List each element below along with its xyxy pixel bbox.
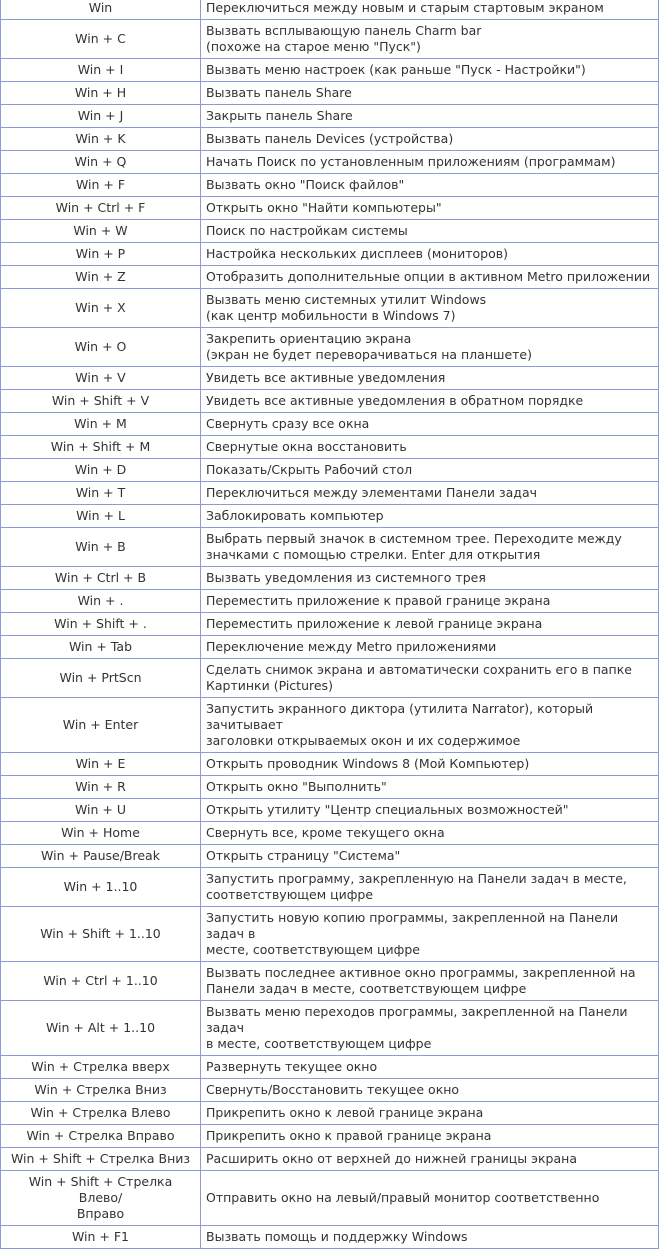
table-row	[1, 174, 659, 197]
table-row	[1, 1148, 659, 1171]
table-row	[1, 590, 659, 613]
shortcut-keys: Win + Z	[1, 266, 201, 289]
shortcut-description: Вызвать окно "Поиск файлов"	[201, 174, 659, 197]
table-row	[1, 567, 659, 590]
shortcut-keys: Win + PrtScn	[1, 659, 201, 698]
shortcut-keys: Win + I	[1, 59, 201, 82]
shortcut-keys: Win + C	[1, 20, 201, 59]
shortcut-description: Настройка нескольких дисплеев (мониторов)	[201, 243, 659, 266]
shortcut-keys: Win + Shift + M	[1, 436, 201, 459]
shortcut-description: Свернуть все, кроме текущего окна	[201, 822, 659, 845]
table-row	[1, 1171, 659, 1226]
shortcut-keys: Win + L	[1, 505, 201, 528]
shortcut-keys: Win + X	[1, 289, 201, 328]
table-row	[1, 436, 659, 459]
shortcut-keys: Win + J	[1, 105, 201, 128]
table-row	[1, 328, 659, 367]
shortcut-description: Вызвать уведомления из системного трея	[201, 567, 659, 590]
shortcut-keys: Win + O	[1, 328, 201, 367]
table-row	[1, 845, 659, 868]
shortcut-keys: Win + 1..10	[1, 868, 201, 907]
shortcut-keys: Win + Shift + V	[1, 390, 201, 413]
shortcut-description: Сделать снимок экрана и автоматически сохранить его в папке Картинки (Pictures)	[201, 659, 659, 698]
shortcut-description: Увидеть все активные уведомления	[201, 367, 659, 390]
shortcut-description: Открыть утилиту "Центр специальных возможностей"	[201, 799, 659, 822]
shortcut-description: Вызвать последнее активное окно программы, закрепленной на Панели задач в месте, соответствующем цифре	[201, 962, 659, 1001]
shortcut-description: Свернутые окна восстановить	[201, 436, 659, 459]
shortcut-keys: Win + W	[1, 220, 201, 243]
shortcut-description: Переместить приложение к правой границе экрана	[201, 590, 659, 613]
table-row	[1, 613, 659, 636]
shortcut-description: Вызвать помощь и поддержку Windows	[201, 1226, 659, 1249]
shortcut-description: Увидеть все активные уведомления в обратном порядке	[201, 390, 659, 413]
table-row	[1, 962, 659, 1001]
table-row	[1, 243, 659, 266]
shortcut-description: Вызвать панель Share	[201, 82, 659, 105]
table-row	[1, 482, 659, 505]
shortcut-description: Развернуть текущее окно	[201, 1056, 659, 1079]
table-row	[1, 505, 659, 528]
shortcut-description: Вызвать меню системных утилит Windows (как центр мобильности в Windows 7)	[201, 289, 659, 328]
shortcut-keys: Win	[1, 0, 201, 20]
shortcut-keys: Win + Стрелка Вниз	[1, 1079, 201, 1102]
shortcut-description: Вызвать меню переходов программы, закрепленной на Панели задач в месте, соответствующем цифре	[201, 1001, 659, 1056]
shortcut-description: Поиск по настройкам системы	[201, 220, 659, 243]
shortcut-keys: Win + R	[1, 776, 201, 799]
shortcut-description: Прикрепить окно к правой границе экрана	[201, 1125, 659, 1148]
table-row	[1, 659, 659, 698]
table-row	[1, 20, 659, 59]
shortcut-description: Вызвать всплывающую панель Charm bar (похоже на старое меню "Пуск")	[201, 20, 659, 59]
shortcut-keys: Win + Ctrl + F	[1, 197, 201, 220]
table-row	[1, 753, 659, 776]
table-row	[1, 0, 659, 20]
shortcut-keys: Win + Стрелка Вправо	[1, 1125, 201, 1148]
shortcut-keys: Win + Стрелка вверх	[1, 1056, 201, 1079]
shortcut-description: Прикрепить окно к левой границе экрана	[201, 1102, 659, 1125]
shortcut-keys: Win + P	[1, 243, 201, 266]
shortcut-keys: Win + E	[1, 753, 201, 776]
shortcut-keys: Win + D	[1, 459, 201, 482]
shortcuts-table-body	[1, 0, 659, 1249]
shortcut-keys: Win + U	[1, 799, 201, 822]
table-row	[1, 82, 659, 105]
table-row	[1, 1001, 659, 1056]
table-row	[1, 220, 659, 243]
table-row	[1, 1102, 659, 1125]
shortcut-description: Выбрать первый значок в системном трее. Переходите между значками с помощью стрелки. Enter для открытия	[201, 528, 659, 567]
shortcut-description: Заблокировать компьютер	[201, 505, 659, 528]
table-row	[1, 636, 659, 659]
table-row	[1, 413, 659, 436]
shortcut-keys: Win + M	[1, 413, 201, 436]
shortcut-keys: Win + H	[1, 82, 201, 105]
table-row	[1, 151, 659, 174]
shortcut-keys: Win + .	[1, 590, 201, 613]
shortcut-description: Отправить окно на левый/правый монитор соответственно	[201, 1171, 659, 1226]
shortcut-description: Открыть окно "Выполнить"	[201, 776, 659, 799]
shortcut-keys: Win + Shift + 1..10	[1, 907, 201, 962]
table-row	[1, 776, 659, 799]
table-row	[1, 367, 659, 390]
table-row	[1, 266, 659, 289]
shortcut-description: Открыть страницу "Система"	[201, 845, 659, 868]
table-row	[1, 1226, 659, 1249]
shortcut-description: Свернуть сразу все окна	[201, 413, 659, 436]
shortcut-keys: Win + Alt + 1..10	[1, 1001, 201, 1056]
shortcut-description: Запустить экранного диктора (утилита Narrator), который зачитывает заголовки открываемых окон и их содержимое	[201, 698, 659, 753]
shortcut-description: Открыть окно "Найти компьютеры"	[201, 197, 659, 220]
table-row	[1, 822, 659, 845]
table-row	[1, 698, 659, 753]
table-row	[1, 59, 659, 82]
shortcut-description: Переместить приложение к левой границе экрана	[201, 613, 659, 636]
table-row	[1, 289, 659, 328]
shortcut-description: Переключение между Metro приложениями	[201, 636, 659, 659]
shortcut-description: Закрепить ориентацию экрана (экран не будет переворачиваться на планшете)	[201, 328, 659, 367]
shortcut-description: Переключиться между элементами Панели задач	[201, 482, 659, 505]
table-row	[1, 1079, 659, 1102]
shortcut-keys: Win + F	[1, 174, 201, 197]
shortcut-keys: Win + B	[1, 528, 201, 567]
shortcut-keys: Win + T	[1, 482, 201, 505]
table-row	[1, 128, 659, 151]
shortcut-keys: Win + Enter	[1, 698, 201, 753]
shortcut-keys: Win + Shift + .	[1, 613, 201, 636]
table-row	[1, 868, 659, 907]
shortcut-keys: Win + Shift + Стрелка Вниз	[1, 1148, 201, 1171]
shortcut-keys: Win + V	[1, 367, 201, 390]
table-row	[1, 197, 659, 220]
shortcut-keys: Win + Home	[1, 822, 201, 845]
table-row	[1, 459, 659, 482]
shortcut-keys: Win + K	[1, 128, 201, 151]
shortcut-description: Расширить окно от верхней до нижней границы экрана	[201, 1148, 659, 1171]
shortcut-description: Вызвать панель Devices (устройства)	[201, 128, 659, 151]
shortcut-keys: Win + Q	[1, 151, 201, 174]
table-row	[1, 390, 659, 413]
shortcut-keys: Win + F1	[1, 1226, 201, 1249]
shortcut-description: Запустить программу, закрепленную на Панели задач в месте, соответствующем цифре	[201, 868, 659, 907]
table-row	[1, 1056, 659, 1079]
shortcut-keys: Win + Ctrl + B	[1, 567, 201, 590]
table-row	[1, 907, 659, 962]
shortcut-description: Свернуть/Восстановить текущее окно	[201, 1079, 659, 1102]
shortcut-keys: Win + Pause/Break	[1, 845, 201, 868]
shortcut-description: Отобразить дополнительные опции в активном Metro приложении	[201, 266, 659, 289]
shortcut-keys: Win + Ctrl + 1..10	[1, 962, 201, 1001]
shortcut-keys: Win + Tab	[1, 636, 201, 659]
table-row	[1, 799, 659, 822]
table-row	[1, 528, 659, 567]
table-row	[1, 105, 659, 128]
shortcut-description: Переключиться между новым и старым стартовым экраном	[201, 0, 659, 20]
shortcut-description: Показать/Скрыть Рабочий стол	[201, 459, 659, 482]
shortcut-description: Начать Поиск по установленным приложениям (программам)	[201, 151, 659, 174]
shortcut-description: Запустить новую копию программы, закрепленной на Панели задач в месте, соответствующем цифре	[201, 907, 659, 962]
shortcut-keys: Win + Shift + Стрелка Влево/ Вправо	[1, 1171, 201, 1226]
shortcut-keys: Win + Стрелка Влево	[1, 1102, 201, 1125]
shortcut-description: Закрыть панель Share	[201, 105, 659, 128]
shortcut-description: Открыть проводник Windows 8 (Мой Компьютер)	[201, 753, 659, 776]
shortcut-description: Вызвать меню настроек (как раньше "Пуск - Настройки")	[201, 59, 659, 82]
table-row	[1, 1125, 659, 1148]
